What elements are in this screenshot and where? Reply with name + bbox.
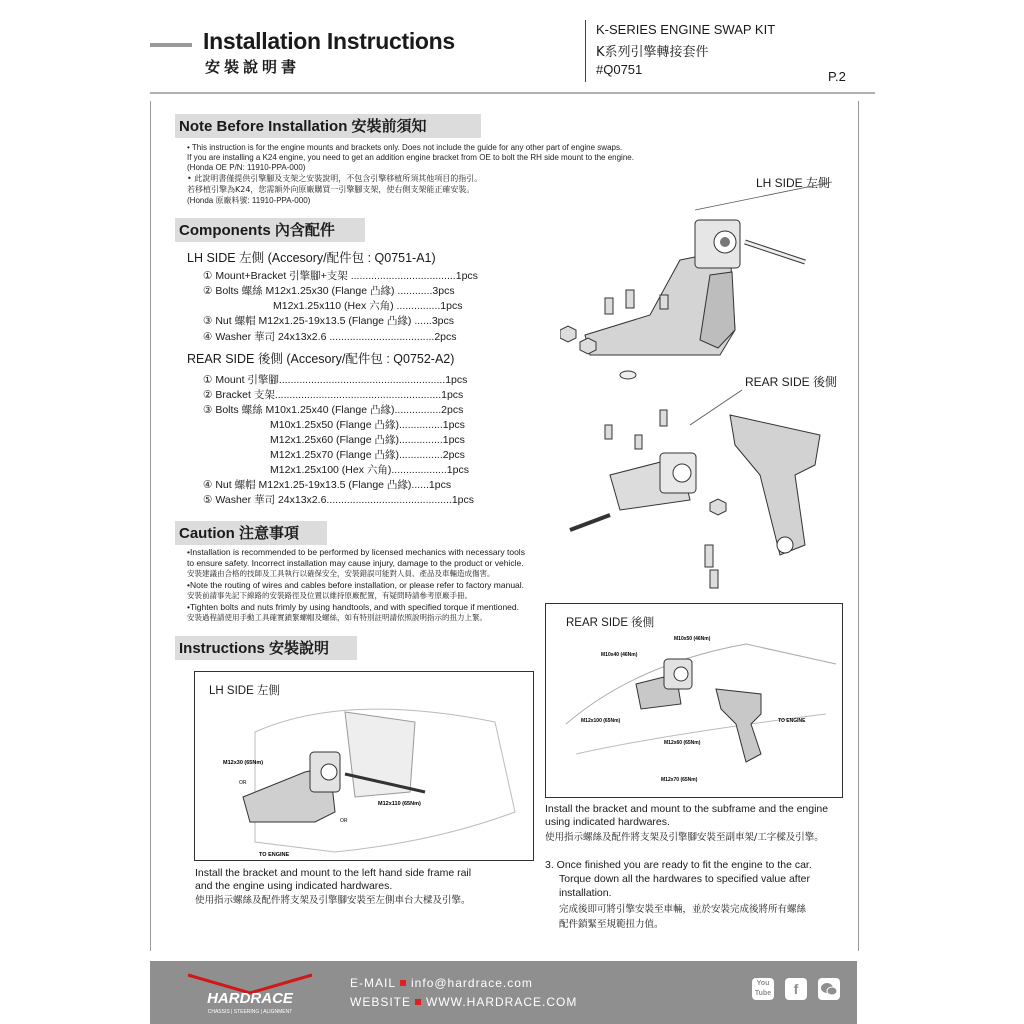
note-line: 若移植引擎為K24，您需額外向原廠購買一引擎腳支架，使右側支架能正確安裝。 (187, 185, 475, 194)
component-item: M12x1.25x110 (Hex 六角) ...............1pcs (273, 300, 463, 312)
part-number: #Q0751 (596, 62, 643, 77)
rear-instruction-figure (545, 603, 843, 798)
caution-line: 安裝建議由合格的技師及工具執行以確保安全，安裝錯誤可能對人員、產品及車輛造成傷害。 (187, 569, 495, 578)
footer-email (350, 976, 533, 990)
step3-line: 完成後即可將引擎安裝至車輛，並於安裝完成後將所有螺絲 (559, 904, 807, 915)
lh-label-or-2: OR (340, 818, 348, 824)
lh-caption-line: and the engine using indicated hardwares. (195, 880, 393, 892)
kit-name-cn: K系列引擎轉接套件 (596, 45, 709, 60)
note-line: (Honda 原廠料號: 11910-PPA-000) (187, 196, 311, 205)
component-item: ③ Bolts 螺絲 M10x1.25x40 (Flange 凸緣)................2pcs (203, 404, 464, 416)
instructions-heading-en: Instructions (179, 640, 265, 657)
note-line: If you are installing a K24 engine, you need to get an addition engine bracket from OE to bolt the RH side mount to the engine. (187, 153, 634, 162)
logo-text: HARDRACE (207, 990, 293, 1007)
rear-caption-line: 使用指示螺絲及配件將支架及引擎腳安裝至副車架/工字樑及引擎。 (545, 832, 824, 843)
hardrace-logo-mark (180, 971, 320, 1015)
footer-website (350, 995, 577, 1009)
rear-side-title: REAR SIDE 後側 (Accesory/配件包 : Q0752-A2) (187, 352, 455, 366)
components-heading-cn: 內含配件 (274, 221, 335, 239)
note-heading (175, 114, 481, 138)
figure-label-rear: REAR SIDE 後側 (745, 375, 838, 389)
rear-label-m10x40: M10x40 (46Nm) (601, 652, 638, 658)
step3-line: 3. Once finished you are ready to fit the engine to the car. (545, 859, 812, 871)
lh-label-to-engine: TO ENGINE (259, 852, 290, 858)
figure-label-lh: LH SIDE 左側 (756, 176, 831, 190)
note-line: • 此說明書僅提供引擎腳及支架之安裝說明，不包含引擎移植所須其他項目的指引。 (187, 174, 483, 183)
lh-mount-illustration (560, 180, 850, 390)
hardrace-logo (180, 971, 320, 1015)
kit-name: K-SERIES ENGINE SWAP KIT (596, 22, 776, 37)
rear-label-m12x100: M12x100 (65Nm) (581, 718, 621, 724)
facebook-icon[interactable]: f (785, 978, 807, 1000)
caution-line: 安裝過程請使用手動工具確實鎖緊螺帽及螺絲，如有特別註明請依照說明指示的扭力上緊。 (187, 613, 487, 622)
wechat-icon-glyph (818, 978, 840, 1000)
step3-line: 配件鎖緊至規範扭力值。 (559, 919, 664, 930)
instructions-heading (175, 636, 357, 660)
rear-mount-illustration (560, 385, 850, 595)
lh-label-m12x30: M12x30 (65Nm) (223, 760, 264, 766)
email-bullet-icon (400, 980, 406, 986)
note-heading-en: Note Before Installation (179, 118, 348, 135)
logo-tagline: CHASSIS | STEERING | ALIGNMENT (207, 1009, 293, 1015)
rear-label-to-engine: TO ENGINE (778, 718, 806, 724)
rear-label-m10x50: M10x50 (46Nm) (674, 636, 711, 642)
page-number: P.2 (828, 69, 846, 84)
component-item: M12x1.25x70 (Flange 凸緣)...............2pcs (270, 449, 465, 461)
email-link[interactable]: info@hardrace.com (411, 976, 533, 990)
lh-side-title: LH SIDE 左側 (Accesory/配件包 : Q0751-A1) (187, 251, 436, 265)
lh-label-m12x110: M12x110 (65Nm) (378, 801, 421, 807)
caution-heading-en: Caution (179, 525, 235, 542)
youtube-icon-text: You Tube (754, 980, 772, 997)
caution-line: •Note the routing of wires and cables before installation, or please refer to factory manual. (187, 580, 525, 590)
website-label: WEBSITE (350, 995, 412, 1009)
component-item: ⑤ Washer 華司 24x13x2.6...........................................1pcs (203, 494, 475, 506)
lh-install-diagram (195, 672, 533, 860)
rear-label-m12x70: M12x70 (65Nm) (661, 777, 698, 783)
lh-caption-line: 使用指示螺絲及配件將支架及引擎腳安裝至左側車台大樑及引擎。 (195, 895, 471, 906)
caution-heading-cn: 注意事項 (239, 524, 300, 542)
lh-instruction-figure (194, 671, 534, 861)
component-item: M12x1.25x60 (Flange 凸緣)...............1pcs (270, 434, 465, 446)
website-bullet-icon (415, 999, 421, 1005)
note-line: (Honda OE P/N: 11910-PPA-000) (187, 163, 306, 172)
caution-line: 安裝前請事先記下線路的安裝路徑及位置以維持原廠配置，有疑問時請參考原廠手冊。 (187, 591, 472, 600)
lh-figure-label: LH SIDE 左側 (209, 685, 280, 697)
caution-line: •Tighten bolts and nuts frimly by using handtools, and with specified torque if mentioned. (187, 602, 519, 612)
caution-line: to ensure safety. Incorrect installation may cause injury, damage to the product or vehicle. (187, 558, 524, 568)
frame-top-rule (150, 92, 875, 94)
wechat-icon[interactable] (818, 978, 840, 1000)
note-heading-cn: 安裝前須知 (351, 117, 427, 135)
step3-line: installation. (559, 887, 612, 899)
component-item: ① Mount 引擎腳.........................................................1pcs (203, 374, 468, 386)
caution-heading (175, 521, 327, 545)
rear-caption-line: Install the bracket and mount to the subframe and the engine (545, 803, 829, 815)
component-item: ② Bolts 螺絲 M12x1.25x30 (Flange 凸緣) ............3pcs (203, 285, 455, 297)
rear-figure-label: REAR SIDE 後側 (566, 617, 655, 629)
lh-label-or-1: OR (239, 780, 247, 786)
rear-label-m12x60: M12x60 (65Nm) (664, 740, 701, 746)
instructions-heading-cn: 安裝說明 (269, 639, 330, 657)
rear-caption-line: using indicated hardwares. (545, 816, 670, 828)
youtube-icon[interactable] (752, 978, 774, 1000)
component-item: ① Mount+Bracket 引擎腳+支架 ....................................1pcs (203, 270, 478, 282)
footer-bar (150, 961, 857, 1024)
component-item: ④ Nut 螺帽 M12x1.25-19x13.5 (Flange 凸緣)......1pcs (203, 479, 452, 491)
components-heading (175, 218, 365, 242)
email-label: E-MAIL (350, 976, 397, 990)
website-link[interactable]: WWW.HARDRACE.COM (426, 995, 578, 1009)
rear-install-diagram (546, 604, 842, 797)
component-item: M12x1.25x100 (Hex 六角)...................1pcs (270, 464, 469, 476)
component-item: ② Bracket 支架.........................................................1pcs (203, 389, 464, 401)
header-divider (585, 20, 586, 82)
note-line: • This instruction is for the engine mounts and brackets only. Does not include the guide for any other part of engine swaps. (187, 143, 623, 152)
header-rule-left (150, 43, 192, 47)
page-title: Installation Instructions (203, 28, 455, 54)
component-item: ④ Washer 華司 24x13x2.6 ....................................2pcs (203, 331, 457, 343)
lh-caption-line: Install the bracket and mount to the left hand side frame rail (195, 867, 472, 879)
caution-line: •Installation is recommended to be performed by licensed mechanics with necessary tools (187, 547, 525, 557)
page-title-cn: 安裝說明書 (205, 58, 301, 76)
component-item: M10x1.25x50 (Flange 凸緣)...............1pcs (270, 419, 465, 431)
components-heading-en: Components (179, 222, 271, 239)
step3-line: Torque down all the hardwares to specified value after (559, 873, 810, 885)
component-item: ③ Nut 螺帽 M12x1.25-19x13.5 (Flange 凸緣) ......3pcs (203, 315, 455, 327)
